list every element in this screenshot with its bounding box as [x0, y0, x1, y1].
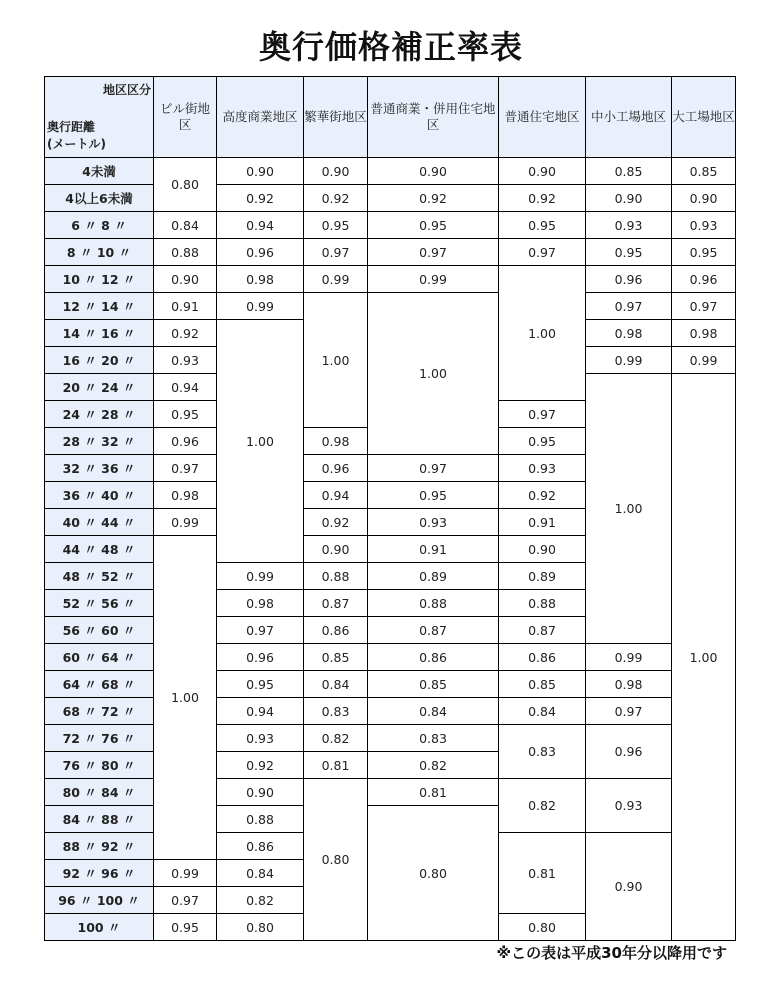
rate-cell: 1.00 [217, 320, 304, 563]
rate-cell: 1.00 [368, 293, 499, 455]
rate-cell: 0.87 [304, 590, 368, 617]
rate-cell: 0.94 [217, 698, 304, 725]
table-body [45, 158, 736, 941]
rate-cell: 0.90 [154, 266, 217, 293]
depth-row-label: 48 〃 52 〃 [45, 563, 154, 590]
rate-cell: 0.92 [154, 320, 217, 347]
depth-label [47, 119, 106, 153]
rate-cell: 0.86 [368, 644, 499, 671]
rate-cell: 0.95 [499, 428, 586, 455]
rate-cell: 0.88 [154, 239, 217, 266]
depth-row-label: 92 〃 96 〃 [45, 860, 154, 887]
rate-cell: 0.90 [217, 158, 304, 185]
rate-cell: 0.99 [586, 347, 672, 374]
table-row [45, 239, 736, 266]
rate-cell: 0.95 [304, 212, 368, 239]
rate-cell: 0.85 [368, 671, 499, 698]
rate-cell: 0.83 [499, 725, 586, 779]
rate-cell: 0.94 [154, 374, 217, 401]
footnote: ※この表は平成30年分以降用です [496, 944, 727, 962]
rate-cell: 0.84 [499, 698, 586, 725]
table-row [45, 779, 736, 806]
depth-row-label: 14 〃 16 〃 [45, 320, 154, 347]
rate-cell: 0.93 [368, 509, 499, 536]
rate-cell: 0.93 [154, 347, 217, 374]
district-label: 地区区分 [102, 83, 151, 97]
rate-cell: 0.93 [499, 455, 586, 482]
rate-cell: 0.98 [304, 428, 368, 455]
depth-row-label: 20 〃 24 〃 [45, 374, 154, 401]
depth-row-label: 24 〃 28 〃 [45, 401, 154, 428]
depth-row-label: 60 〃 64 〃 [45, 644, 154, 671]
rate-cell: 0.95 [368, 212, 499, 239]
rate-cell: 0.96 [672, 266, 736, 293]
rate-cell: 1.00 [499, 266, 586, 401]
rate-cell: 0.80 [217, 914, 304, 941]
rate-cell: 0.98 [586, 320, 672, 347]
rate-cell: 0.97 [154, 887, 217, 914]
rate-cell: 0.91 [368, 536, 499, 563]
rate-cell: 0.96 [154, 428, 217, 455]
rate-cell: 0.92 [304, 185, 368, 212]
depth-row-label: 52 〃 56 〃 [45, 590, 154, 617]
depth-row-label: 4以上6未満 [45, 185, 154, 212]
rate-cell: 0.99 [154, 509, 217, 536]
table-row [45, 266, 736, 293]
rate-cell: 0.90 [586, 833, 672, 941]
column-header-downtown: 繁華街地区 [304, 77, 368, 158]
rate-cell: 0.89 [368, 563, 499, 590]
rate-cell: 0.90 [586, 185, 672, 212]
rate-cell: 0.99 [672, 347, 736, 374]
column-header-commercial-residential: 普通商業・併用住宅地区 [368, 77, 499, 158]
rate-cell: 0.97 [368, 239, 499, 266]
rate-cell: 0.98 [217, 590, 304, 617]
rate-cell: 0.92 [304, 509, 368, 536]
table-row [45, 671, 736, 698]
rate-cell: 0.92 [217, 185, 304, 212]
rate-cell: 0.86 [217, 833, 304, 860]
rate-cell: 0.93 [586, 212, 672, 239]
table-row [45, 185, 736, 212]
correction-rate-table [44, 76, 736, 941]
rate-cell: 0.96 [217, 644, 304, 671]
rate-cell: 0.83 [368, 725, 499, 752]
rate-cell: 0.96 [586, 266, 672, 293]
rate-cell: 0.95 [368, 482, 499, 509]
rate-cell: 0.90 [499, 536, 586, 563]
rate-cell: 0.92 [368, 185, 499, 212]
rate-cell: 0.97 [672, 293, 736, 320]
column-header-building: ビル街地区 [154, 77, 217, 158]
depth-row-label: 84 〃 88 〃 [45, 806, 154, 833]
depth-row-label: 4未満 [45, 158, 154, 185]
depth-row-label: 8 〃 10 〃 [45, 239, 154, 266]
rate-cell: 0.84 [368, 698, 499, 725]
rate-cell: 0.92 [499, 185, 586, 212]
rate-cell: 0.84 [304, 671, 368, 698]
depth-row-label: 80 〃 84 〃 [45, 779, 154, 806]
table-row [45, 644, 736, 671]
rate-cell: 0.93 [586, 779, 672, 833]
table-row [45, 293, 736, 320]
rate-cell: 0.95 [217, 671, 304, 698]
table-row [45, 725, 736, 752]
rate-cell: 0.87 [368, 617, 499, 644]
rate-cell: 0.92 [499, 482, 586, 509]
depth-row-label: 64 〃 68 〃 [45, 671, 154, 698]
rate-cell: 0.90 [368, 158, 499, 185]
rate-cell: 0.88 [499, 590, 586, 617]
depth-row-label: 40 〃 44 〃 [45, 509, 154, 536]
rate-cell: 0.98 [217, 266, 304, 293]
rate-cell: 0.95 [672, 239, 736, 266]
rate-cell: 0.94 [304, 482, 368, 509]
rate-cell: 0.88 [217, 806, 304, 833]
depth-row-label: 72 〃 76 〃 [45, 725, 154, 752]
rate-cell: 0.80 [154, 158, 217, 212]
rate-cell: 1.00 [304, 293, 368, 428]
page-title: 奥行価格補正率表 [258, 28, 523, 66]
rate-cell: 0.90 [499, 158, 586, 185]
rate-cell: 0.97 [217, 617, 304, 644]
column-header-high-commercial: 高度商業地区 [217, 77, 304, 158]
depth-row-label: 6 〃 8 〃 [45, 212, 154, 239]
depth-row-label: 16 〃 20 〃 [45, 347, 154, 374]
table-row [45, 158, 736, 185]
rate-cell: 0.80 [304, 779, 368, 941]
rate-cell: 0.99 [217, 293, 304, 320]
rate-cell: 0.97 [499, 239, 586, 266]
rate-cell: 0.99 [368, 266, 499, 293]
rate-cell: 0.89 [499, 563, 586, 590]
rate-cell: 0.94 [217, 212, 304, 239]
rate-cell: 0.85 [672, 158, 736, 185]
depth-row-label: 68 〃 72 〃 [45, 698, 154, 725]
rate-cell: 0.88 [368, 590, 499, 617]
rate-cell: 0.91 [499, 509, 586, 536]
rate-cell: 0.91 [154, 293, 217, 320]
rate-cell: 0.84 [217, 860, 304, 887]
depth-label-text: 奥行距離 [47, 120, 96, 134]
depth-row-label: 56 〃 60 〃 [45, 617, 154, 644]
rate-cell: 0.84 [154, 212, 217, 239]
rate-cell: 0.95 [586, 239, 672, 266]
rate-cell: 0.82 [368, 752, 499, 779]
rate-cell: 0.81 [304, 752, 368, 779]
depth-row-label: 44 〃 48 〃 [45, 536, 154, 563]
rate-cell: 0.90 [217, 779, 304, 806]
column-header-residential: 普通住宅地区 [499, 77, 586, 158]
rate-cell: 1.00 [586, 374, 672, 644]
rate-cell: 0.97 [154, 455, 217, 482]
rate-cell: 0.99 [586, 644, 672, 671]
rate-cell: 0.97 [304, 239, 368, 266]
rate-cell: 1.00 [672, 374, 736, 941]
column-header-small-factory: 中小工場地区 [586, 77, 672, 158]
rate-cell: 0.93 [217, 725, 304, 752]
rate-cell: 0.93 [672, 212, 736, 239]
rate-cell: 0.82 [499, 779, 586, 833]
depth-row-label: 88 〃 92 〃 [45, 833, 154, 860]
rate-cell: 0.87 [499, 617, 586, 644]
rate-cell: 0.96 [217, 239, 304, 266]
depth-row-label: 28 〃 32 〃 [45, 428, 154, 455]
rate-cell: 0.83 [304, 698, 368, 725]
rate-cell: 0.98 [672, 320, 736, 347]
rate-cell: 0.96 [586, 725, 672, 779]
depth-row-label: 12 〃 14 〃 [45, 293, 154, 320]
rate-cell: 0.90 [304, 158, 368, 185]
rate-cell: 0.95 [154, 914, 217, 941]
depth-row-label: 10 〃 12 〃 [45, 266, 154, 293]
rate-cell: 0.81 [499, 833, 586, 914]
header-row [45, 77, 736, 158]
rate-cell: 0.96 [304, 455, 368, 482]
rate-cell: 0.80 [368, 806, 499, 941]
rate-cell: 0.97 [586, 698, 672, 725]
rate-cell: 0.80 [499, 914, 586, 941]
rate-cell: 0.98 [154, 482, 217, 509]
rate-cell: 0.85 [586, 158, 672, 185]
rate-cell: 0.85 [304, 644, 368, 671]
rate-cell: 0.97 [499, 401, 586, 428]
rate-cell: 0.86 [499, 644, 586, 671]
unit-label: (メートル) [47, 137, 106, 151]
rate-cell: 0.82 [217, 887, 304, 914]
table-row [45, 698, 736, 725]
depth-row-label: 32 〃 36 〃 [45, 455, 154, 482]
rate-cell: 0.99 [304, 266, 368, 293]
table-row [45, 212, 736, 239]
corner-cell [45, 77, 154, 158]
column-header-large-factory: 大工場地区 [672, 77, 736, 158]
rate-cell: 0.85 [499, 671, 586, 698]
depth-row-label: 96 〃 100 〃 [45, 887, 154, 914]
rate-cell: 0.95 [499, 212, 586, 239]
rate-cell: 0.97 [368, 455, 499, 482]
rate-cell: 0.90 [672, 185, 736, 212]
depth-row-label: 76 〃 80 〃 [45, 752, 154, 779]
depth-row-label: 100 〃 [45, 914, 154, 941]
rate-cell: 0.90 [304, 536, 368, 563]
rate-cell: 0.81 [368, 779, 499, 806]
rate-cell: 0.99 [154, 860, 217, 887]
rate-cell: 0.99 [217, 563, 304, 590]
rate-cell: 0.92 [217, 752, 304, 779]
rate-cell: 0.82 [304, 725, 368, 752]
rate-cell: 0.95 [154, 401, 217, 428]
rate-cell: 0.86 [304, 617, 368, 644]
rate-cell: 0.88 [304, 563, 368, 590]
rate-cell: 1.00 [154, 536, 217, 860]
depth-row-label: 36 〃 40 〃 [45, 482, 154, 509]
rate-cell: 0.98 [586, 671, 672, 698]
rate-cell: 0.97 [586, 293, 672, 320]
